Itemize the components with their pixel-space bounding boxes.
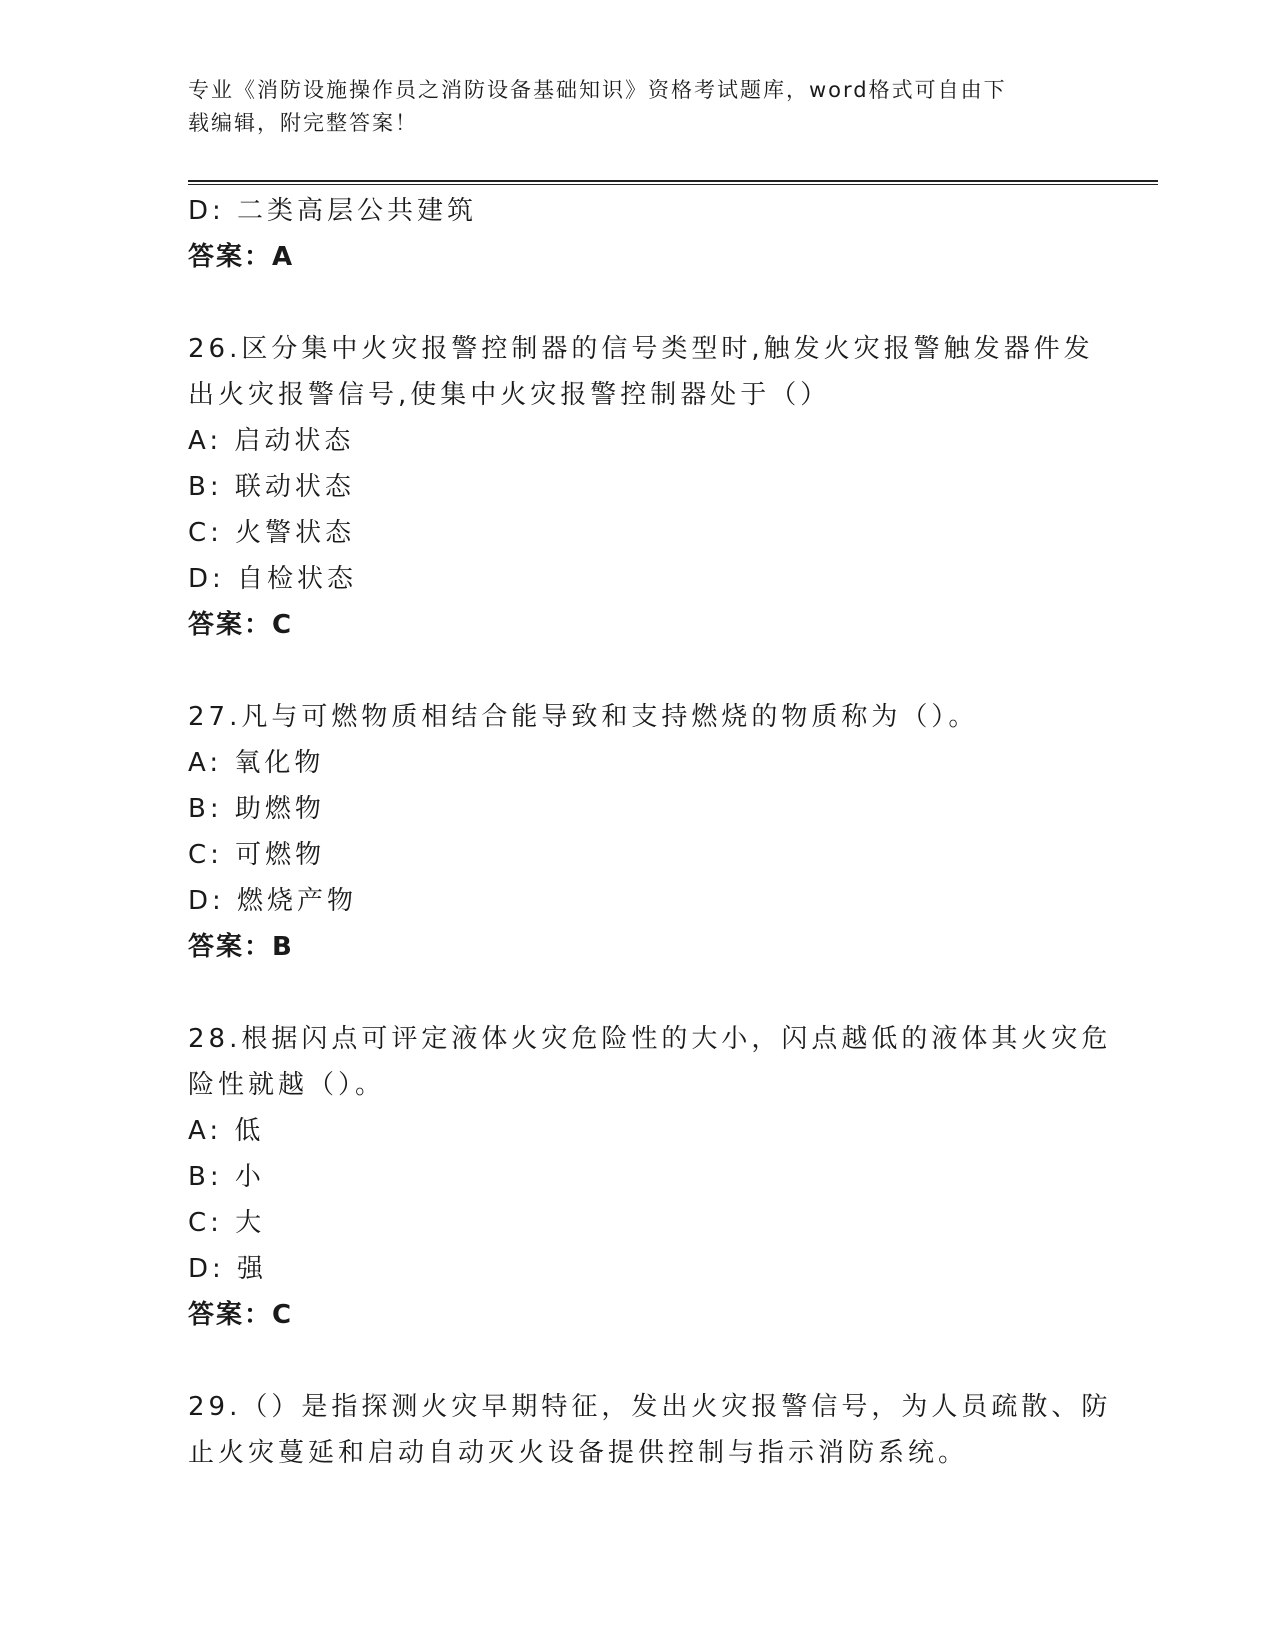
question-29 bbox=[188, 1384, 1112, 1476]
question-29-text-line-1: 29.（）是指探测火灾早期特征，发出火灾报警信号，为人员疏散、防 bbox=[188, 1392, 1112, 1422]
question-26-option-d: D: 自检状态 bbox=[188, 564, 358, 594]
question-26-text-line-2: 出火灾报警信号,使集中火灾报警控制器处于（） bbox=[188, 380, 831, 410]
header-line-2: 载编辑，附完整答案！ bbox=[188, 111, 418, 135]
question-26-option-a: A: 启动状态 bbox=[188, 426, 355, 456]
spacer bbox=[188, 1338, 1088, 1384]
question-list bbox=[188, 188, 1112, 1476]
question-28-text-line-2: 险性就越（）。 bbox=[188, 1070, 386, 1100]
question-27-option-b: B: 助燃物 bbox=[188, 794, 325, 824]
page-header bbox=[188, 74, 1088, 140]
question-28-option-a: A: 低 bbox=[188, 1116, 265, 1146]
question-26-text-line-1: 26.区分集中火灾报警控制器的信号类型时,触发火灾报警触发器件发 bbox=[188, 334, 1094, 364]
question-27-option-a: A: 氧化物 bbox=[188, 748, 325, 778]
question-28-option-c: C: 大 bbox=[188, 1208, 266, 1238]
question-25-answer: 答案：A bbox=[188, 242, 295, 272]
header-line-1: 专业《消防设施操作员之消防设备基础知识》资格考试题库，word格式可自由下 bbox=[188, 78, 1007, 102]
question-28-text-line-1: 28.根据闪点可评定液体火灾危险性的大小，闪点越低的液体其火灾危 bbox=[188, 1024, 1112, 1054]
question-26-option-c: C: 火警状态 bbox=[188, 518, 356, 548]
spacer bbox=[188, 970, 1088, 1016]
question-26-answer: 答案：C bbox=[188, 610, 294, 640]
question-28-option-b: B: 小 bbox=[188, 1162, 265, 1192]
header-divider bbox=[188, 180, 1158, 185]
spacer bbox=[188, 280, 1088, 326]
question-28-answer: 答案：C bbox=[188, 1300, 294, 1330]
question-28-option-d: D: 强 bbox=[188, 1254, 268, 1284]
question-27-option-c: C: 可燃物 bbox=[188, 840, 326, 870]
question-29-text-line-2: 止火灾蔓延和启动自动灭火设备提供控制与指示消防系统。 bbox=[188, 1438, 969, 1468]
question-27-answer: 答案：B bbox=[188, 932, 294, 962]
question-27-option-d: D: 燃烧产物 bbox=[188, 886, 358, 916]
question-27-text-line-1: 27.凡与可燃物质相结合能导致和支持燃烧的物质称为（）。 bbox=[188, 702, 979, 732]
question-26 bbox=[188, 326, 1094, 648]
question-27 bbox=[188, 694, 1088, 970]
question-28 bbox=[188, 1016, 1112, 1338]
question-26-option-b: B: 联动状态 bbox=[188, 472, 355, 502]
question-25-option-d: D: 二类高层公共建筑 bbox=[188, 196, 478, 226]
spacer bbox=[188, 648, 1088, 694]
